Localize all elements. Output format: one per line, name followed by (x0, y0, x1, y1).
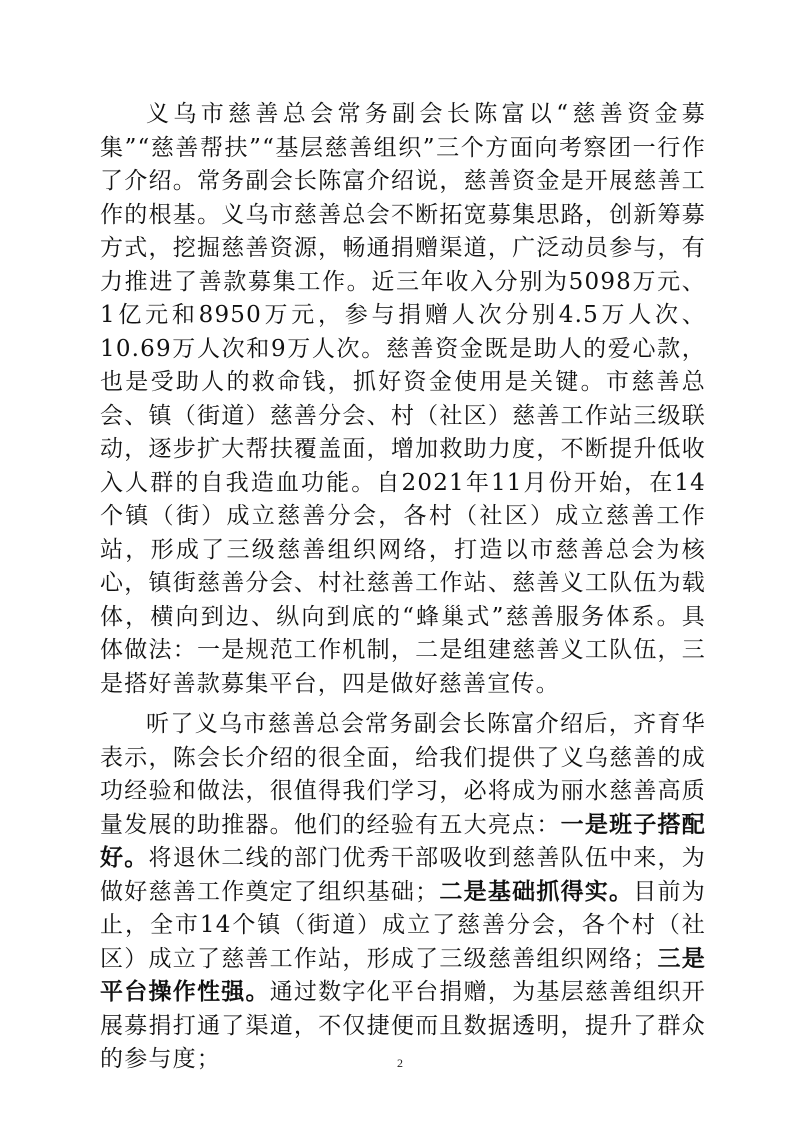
paragraph (100, 708, 706, 1077)
paragraph-text: 义乌市慈善总会常务副会长陈富以“慈善资金募集”“慈善帮扶”“基层慈善组织”三个方面向考察团一行作了介绍。常务副会长陈富介绍说，慈善资金是开展慈善工作的根基。义乌市慈善总会不断拓宽募集思路，创新筹募方式，挖掘慈善资源，畅通捐赠渠道，广泛动员参与，有力推进了善款募集工作。近三年收入分别为5098万元、1亿元和8950万元，参与捐赠人次分别4.5万人次、10.69万人次和9万人次。慈善资金既是助人的爱心款，也是受助人的救命钱，抓好资金使用是关键。市慈善总会、镇（街道）慈善分会、村（社区）慈善工作站三级联动，逐步扩大帮扶覆盖面，增加救助力度，不断提升低收入人群的自我造血功能。自2021年11月份开始，在14个镇（街）成立慈善分会，各村（社区）成立慈善工作站，形成了三级慈善组织网络，打造以市慈善总会为核心，镇街慈善分会、村社慈善工作站、慈善义工队伍为载体，横向到边、纵向到底的“蜂巢式”慈善服务体系。具体做法：一是规范工作机制，二是组建慈善义工队伍，三是搭好善款募集平台，四是做好慈善宣传。 (100, 101, 706, 697)
paragraph-text: 目前为止，全市14个镇（街道）成立了慈善分会，各个村（社区）成立了慈善工作站，形成了三级慈善组织网络； (100, 878, 706, 972)
highlight-point-1: 一是班子搭配好。 (100, 811, 706, 871)
paragraph-text: 听了义乌市慈善总会常务副会长陈富介绍后，齐育华表示，陈会长介绍的很全面，给我们提供了义乌慈善的成功经验和做法，很值得我们学习，必将成为丽水慈善高质量发展的助推器。他们的经验有五大亮点： (100, 711, 706, 838)
page-number: 2 (397, 1056, 403, 1070)
highlight-point-3: 三是平台操作性强。 (100, 945, 706, 1005)
highlight-point-2: 二是基础抓得实。 (439, 878, 634, 905)
paragraph (100, 98, 706, 701)
paragraph-text: 将退休二线的部门优秀干部吸收到慈善队伍中来，为做好慈善工作奠定了组织基础； (100, 845, 706, 905)
paragraph-text: 通过数字化平台捐赠，为基层慈善组织开展募捐打通了渠道，不仅捷便而且数据透明，提升了群众的参与度； (100, 979, 706, 1072)
document-body (100, 98, 706, 1077)
